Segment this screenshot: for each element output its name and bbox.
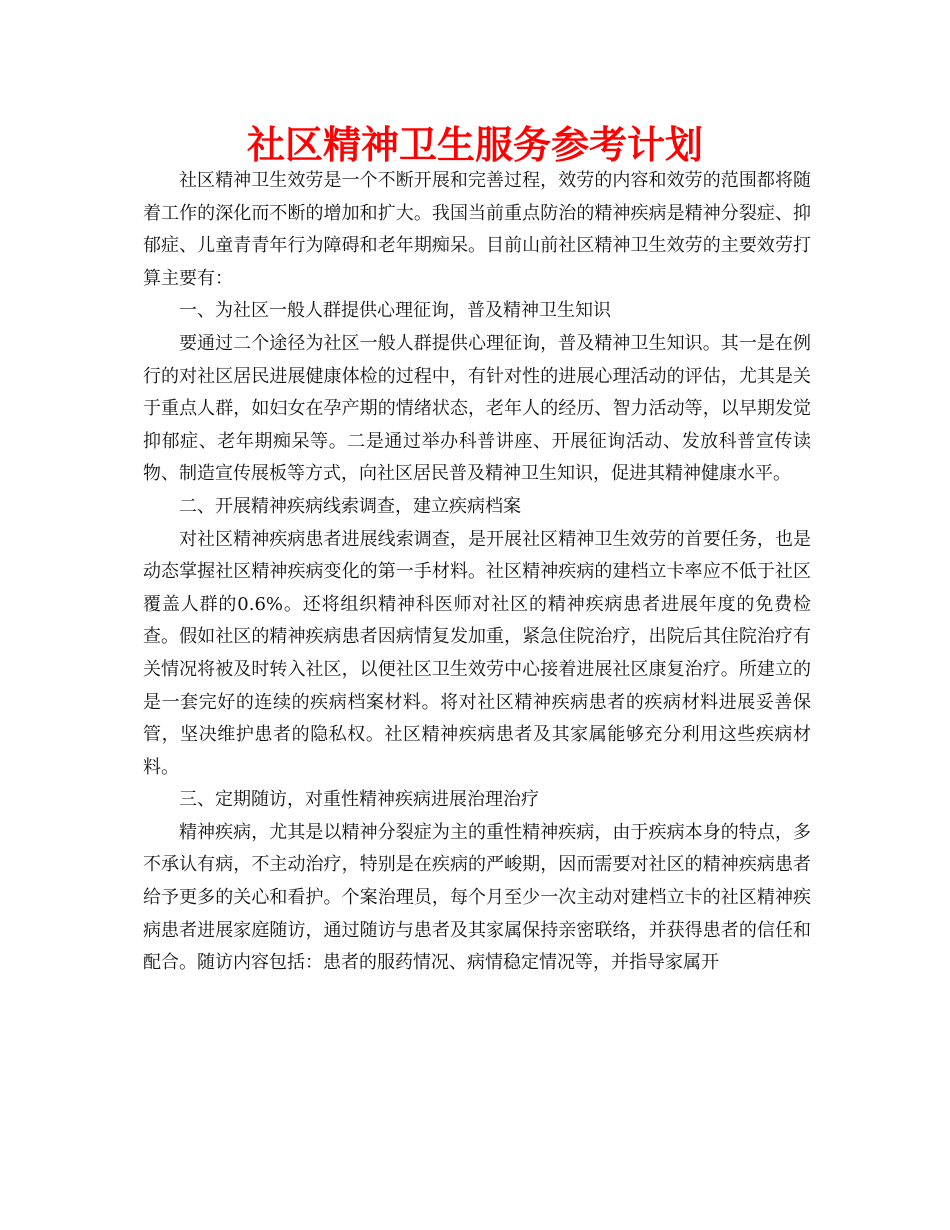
intro-paragraph: 社区精神卫生效劳是一个不断开展和完善过程，效劳的内容和效劳的范围都将随着工作的深化而不断的增加和扩大。我国当前重点防治的精神疾病是精神分裂症、抑郁症、儿童青青年行为障碍和老年期痴呆。目前山前社区精神卫生效劳的主要效劳打算主要有：: [143, 170, 811, 289]
section-paragraph-3: 精神疾病，尤其是以精神分裂症为主的重性精神疾病，由于疾病本身的特点，多不承认有病，不主动治疗，特别是在疾病的严峻期，因而需要对社区的精神疾病患者给予更多的关心和看护。个案治理员，每个月至少一次主动对建档立卡的社区精神疾病患者进展家庭随访，通过随访与患者及其家属保持亲密联络，并获得患者的信任和配合。随访内容包括：患者的服药情况、病情稳定情况等，并指导家属开: [143, 821, 811, 974]
section-paragraph-1: 要通过二个途径为社区一般人群提供心理征询，普及精神卫生知识。其一是在例行的对社区居民进展健康体检的过程中，有针对性的进展心理活动的评估，尤其是关于重点人群，如妇女在孕产期的情绪状态，老年人的经历、智力活动等，以早期发觉抑郁症、老年期痴呆等。二是通过举办科普讲座、开展征询活动、发放科普宣传读物、制造宣传展板等方式，向社区居民普及精神卫生知识，促进其精神健康水平。: [143, 332, 811, 485]
document-body: [143, 165, 811, 980]
section-heading-2: 二、开展精神疾病线索调查，建立疾病档案: [179, 495, 521, 517]
document-title: 社区精神卫生服务参考计划: [246, 123, 703, 167]
section-paragraph-2: 对社区精神疾病患者进展线索调查，是开展社区精神卫生效劳的首要任务，也是动态掌握社区精神疾病变化的第一手材料。社区精神疾病的建档立卡率应不低于社区覆盖人群的0.6%。还将组织精神科医师对社区的精神疾病患者进展年度的免费检查。假如社区的精神疾病患者因病情复发加重，紧急住院治疗，出院后其住院治疗有关情况将被及时转入社区，以便社区卫生效劳中心接着进展社区康复治疗。所建立的是一套完好的连续的疾病档案材料。将对社区精神疾病患者的疾病材料进展妥善保管，坚决维护患者的隐私权。社区精神疾病患者及其家属能够充分利用这些疾病材料。: [143, 528, 811, 778]
section-heading-3: 三、定期随访，对重性精神疾病进展治理治疗: [179, 789, 539, 811]
section-heading-1: 一、为社区一般人群提供心理征询，普及精神卫生知识: [179, 300, 611, 322]
